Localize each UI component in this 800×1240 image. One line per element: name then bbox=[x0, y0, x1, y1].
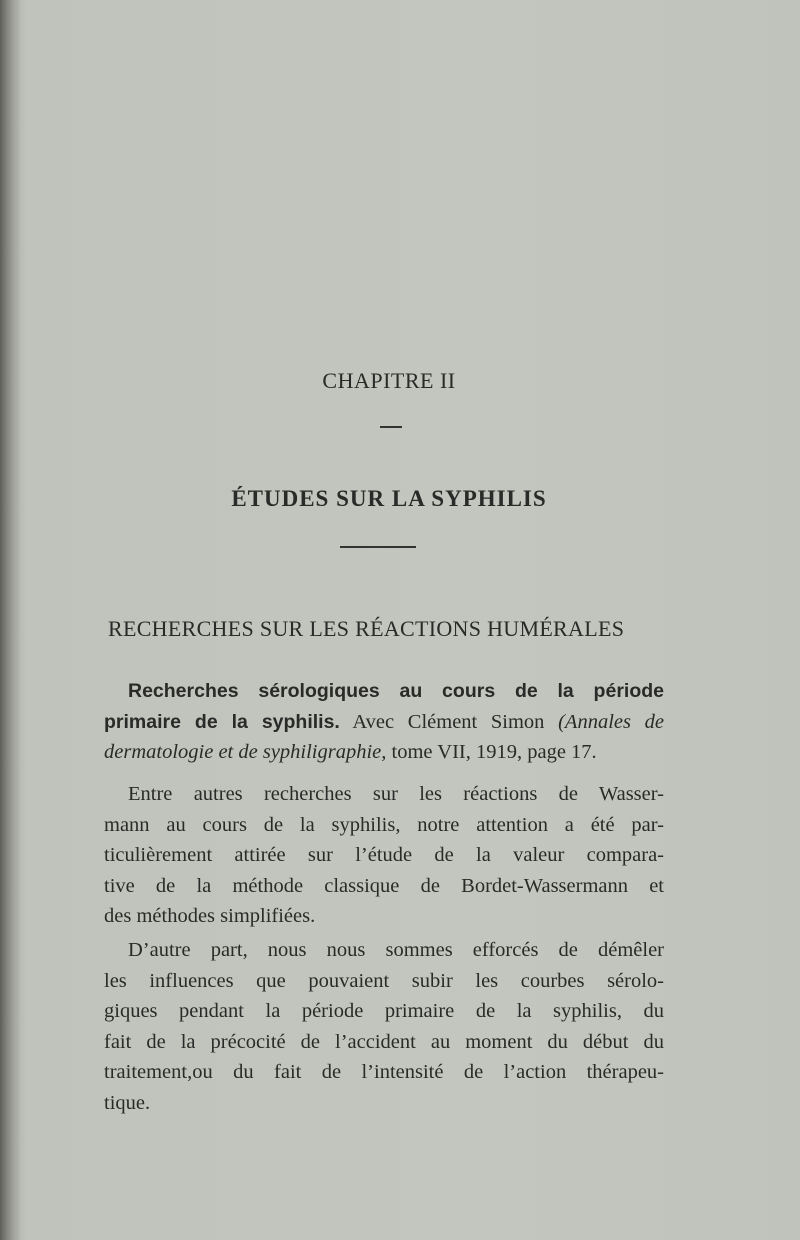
paragraph-line: fait de la précocité de l’accident au moment du début du bbox=[104, 1030, 664, 1053]
section-heading: RECHERCHES SUR LES RÉACTIONS HUMÉRALES bbox=[108, 616, 625, 641]
paragraph-line: tive de la méthode classique de Bordet-Wassermann et bbox=[104, 874, 664, 897]
chapter-title: ÉTUDES SUR LA SYPHILIS bbox=[231, 486, 547, 511]
chapter-dash-separator bbox=[380, 426, 402, 428]
reference-journal-part: (Annales de bbox=[558, 710, 664, 733]
reference-title-part: primaire de la syphilis. bbox=[104, 710, 340, 733]
reference-volume: tome VII, 1919, page 17. bbox=[386, 741, 597, 763]
paragraph-line: des méthodes simplifiées. bbox=[104, 905, 316, 927]
reference-authors: Avec Clément Simon bbox=[339, 710, 559, 733]
title-rule-separator bbox=[340, 546, 416, 548]
paragraph-line: Entre autres recherches sur les réactions de Wasser- bbox=[128, 783, 664, 805]
paragraph-line: ticulièrement attirée sur l’étude de la valeur compara- bbox=[104, 844, 664, 866]
paragraph-line: D’autre part, nous nous sommes efforcés de démêler bbox=[128, 939, 664, 961]
paragraph-2 bbox=[104, 935, 664, 1118]
reference-line-1 bbox=[104, 676, 664, 707]
reference-journal-part: dermatologie et de syphiligraphie, bbox=[104, 741, 387, 763]
reference-line-3 bbox=[104, 737, 664, 768]
chapter-label: CHAPITRE II bbox=[322, 368, 456, 393]
reference-line-2 bbox=[104, 707, 664, 738]
reference-entry bbox=[104, 676, 664, 768]
paragraph-1 bbox=[104, 779, 664, 932]
page-binding-edge bbox=[0, 0, 20, 1240]
paragraph-line: giques pendant la période primaire de la syphilis, du bbox=[104, 1000, 664, 1022]
paragraph-line: traitement,ou du fait de l’intensité de l’action thérapeu- bbox=[104, 1061, 664, 1083]
paragraph-line: mann au cours de la syphilis, notre attention a été par- bbox=[104, 813, 664, 836]
reference-title-part: Recherches sérologiques au cours de la période bbox=[128, 680, 664, 702]
paragraph-line: les influences que pouvaient subir les courbes sérolo- bbox=[104, 969, 664, 992]
paragraph-line: tique. bbox=[104, 1091, 151, 1114]
